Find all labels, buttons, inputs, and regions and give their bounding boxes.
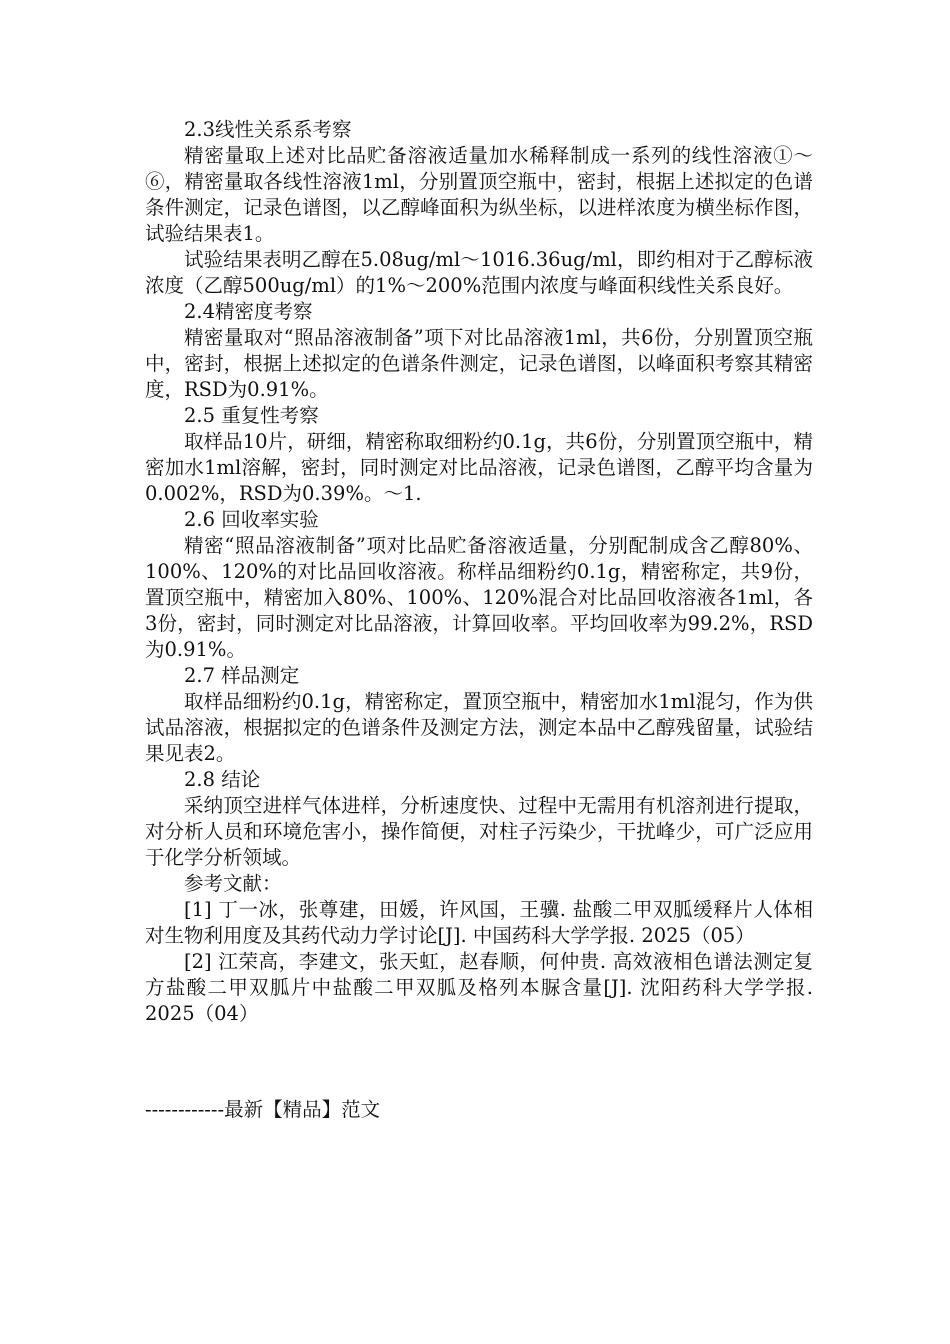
paragraph: 精密量取对“照品溶液制备”项下对比品溶液1ml，共6份，分别置顶空瓶中，密封，根据上述拟定的色谱条件测定，记录色谱图，以峰面积考察其精密度，RSD为0.91%。 (145, 326, 813, 401)
document-body (145, 117, 813, 1027)
paragraph: 取样品细粉约0.1g，精密称定，置顶空瓶中，精密加水1ml混匀，作为供试品溶液，根据拟定的色谱条件及测定方法，测定本品中乙醇残留量，试验结果见表2。 (145, 690, 813, 765)
reference-item: [2] 江荣高，李建文，张天虹，赵春顺，何仲贵. 高效液相色谱法测定复方盐酸二甲双胍片中盐酸二甲双胍及格列本脲含量[J]. 沈阳药科大学学报. 2025（04） (145, 950, 813, 1025)
section-heading: 2.4精密度考察 (184, 300, 313, 323)
paragraph: 试验结果表明乙醇在5.08ug/ml～1016.36ug/ml，即约相对于乙醇标液浓度（乙醇500ug/ml）的1%～200%范围内浓度与峰面积线性关系良好。 (145, 248, 813, 297)
reference-item: [1] 丁一冰，张尊建，田媛，许风国，王骥. 盐酸二甲双胍缓释片人体相对生物利用度及其药代动力学讨论[J]. 中国药科大学学报. 2025（05） (145, 898, 813, 947)
paragraph: 精密“照品溶液制备”项对比品贮备溶液适量，分别配制成含乙醇80%、100%、120%的对比品回收溶液。称样品细粉约0.1g，精密称定，共9份，置顶空瓶中，精密加入80%、100%、120%混合对比品回收溶液各1ml，各3份，密封，同时测定对比品溶液，计算回收率。平均回收率为99.2%，RSD为0.91%。 (145, 534, 813, 661)
footer-banner: ------------最新【精品】范文 (145, 1098, 381, 1121)
section-heading: 2.5 重复性考察 (184, 404, 319, 427)
references-title: 参考文献： (184, 872, 282, 895)
section-heading: 2.7 样品测定 (184, 664, 300, 687)
section-heading: 2.8 结论 (184, 768, 261, 791)
paragraph: 取样品10片，研细，精密称取细粉约0.1g，共6份，分别置顶空瓶中，精密加水1ml溶解，密封，同时测定对比品溶液，记录色谱图，乙醇平均含量为0.002%，RSD为0.39%。～1. (145, 430, 813, 505)
section-heading: 2.3线性关系系考察 (184, 118, 352, 141)
paragraph: 采纳顶空进样气体进样，分析速度快、过程中无需用有机溶剂进行提取，对分析人员和环境危害小，操作简便，对柱子污染少，干扰峰少，可广泛应用于化学分析领域。 (145, 794, 813, 869)
paragraph: 精密量取上述对比品贮备溶液适量加水稀释制成一系列的线性溶液①～⑥，精密量取各线性溶液1ml，分别置顶空瓶中，密封，根据上述拟定的色谱条件测定，记录色谱图，以乙醇峰面积为纵坐标，以进样浓度为横坐标作图，试验结果表1。 (145, 144, 813, 245)
section-heading: 2.6 回收率实验 (184, 508, 319, 531)
